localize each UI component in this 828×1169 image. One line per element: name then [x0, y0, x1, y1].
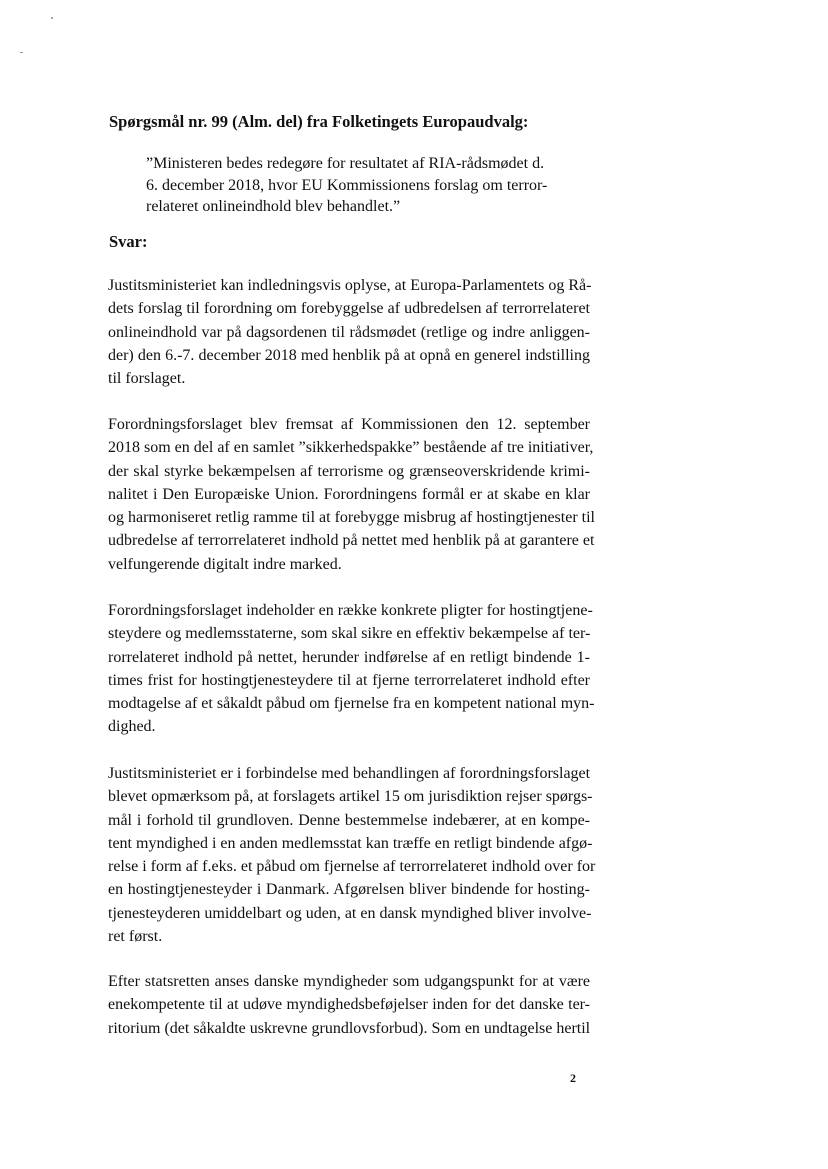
paragraph-2	[108, 413, 595, 576]
answer-heading: Svar:	[109, 232, 148, 251]
paragraph-line: mål i forhold til grundloven. Denne bestemmelse indebærer, at en kompe-	[108, 811, 590, 829]
scan-speck	[51, 17, 53, 19]
paragraph-line: dets forslag til forordning om forebyggelse af udbredelsen af terrorrelateret	[108, 300, 590, 318]
paragraph-line: modtagelse af et såkaldt påbud om fjernelse fra en kompetent national myn-	[108, 695, 595, 713]
question-heading: Spørgsmål nr. 99 (Alm. del) fra Folketingets Europaudvalg:	[109, 112, 529, 131]
paragraph-line: tent myndighed i en anden medlemsstat kan træffe en retligt bindende afgø-	[108, 834, 593, 852]
paragraph-line: Forordningsforslaget blev fremsat af Kommissionen den 12. september	[108, 416, 590, 433]
paragraph-line: enekompetente til at udøve myndighedsbeføjelser inden for det danske ter-	[108, 996, 590, 1014]
paragraph-line: times frist for hostingtjenesteydere til at fjerne terrorrelateret indhold efter	[108, 671, 590, 689]
paragraph-line: Efter statsretten anses danske myndigheder som udgangspunkt for at være	[108, 973, 590, 990]
paragraph-line: rorrelateret indhold på nettet, herunder indførelse af en retligt bindende 1-	[108, 648, 590, 666]
quote-line: relateret onlineindhold blev behandlet.”	[146, 198, 401, 215]
paragraph-line: relse i form af f.eks. et påbud om fjernelse af terrorrelateret indhold over for	[108, 858, 596, 876]
page-number: 2	[570, 1071, 576, 1085]
question-quote	[146, 153, 547, 218]
paragraph-line: der) den 6.-7. december 2018 med henblik på at opnå en generel indstilling	[108, 346, 590, 364]
quote-line: ”Ministeren bedes redegøre for resultatet af RIA-rådsmødet d.	[146, 155, 545, 172]
paragraph-line: nalitet i Den Europæiske Union. Forordningens formål er at skabe en klar	[108, 485, 590, 503]
paragraph-line: onlineindhold var på dagsordenen til rådsmødet (retlige og indre anliggen-	[108, 323, 590, 341]
paragraph-1	[108, 274, 590, 390]
quote-line: 6. december 2018, hvor EU Kommissionens forslag om terror-	[146, 176, 548, 194]
paragraph-line: tjenesteyderen umiddelbart og uden, at en dansk myndighed bliver involve-	[108, 904, 592, 922]
paragraph-line: en hostingtjenesteyder i Danmark. Afgørelsen bliver bindende for hosting-	[108, 881, 590, 899]
paragraph-line: ret først.	[108, 928, 163, 946]
paragraph-line: Justitsministeriet er i forbindelse med behandlingen af forordningsforslaget	[108, 765, 591, 782]
paragraph-line: og harmoniseret retlig ramme til at forebygge misbrug af hostingtjenester til	[108, 509, 595, 527]
paragraph-line: udbredelse af terrorrelateret indhold på nettet med henblik på at garantere et	[108, 532, 595, 550]
paragraph-line: Justitsministeriet kan indledningsvis oplyse, at Europa-Parlamentets og Rå-	[108, 277, 592, 294]
paragraph-line: steydere og medlemsstaterne, som skal sikre en effektiv bekæmpelse af ter-	[108, 625, 591, 643]
paragraph-line: til forslaget.	[108, 370, 186, 388]
paragraph-line: der skal styrke bekæmpelsen af terrorisme og grænseoverskridende krimi-	[108, 462, 590, 480]
paragraph-3	[108, 599, 595, 739]
paragraph-4	[108, 762, 596, 948]
paragraph-line: dighed.	[108, 718, 156, 736]
paragraph-line: ritorium (det såkaldte uskrevne grundlovsforbud). Som en undtagelse hertil	[108, 1019, 591, 1037]
paragraph-line: 2018 som en del af en samlet ”sikkerhedspakke” bestående af tre initiativer,	[108, 439, 594, 457]
scan-speck	[20, 52, 23, 53]
paragraph-line: velfungerende digitalt indre marked.	[108, 555, 342, 573]
paragraph-5	[108, 970, 590, 1040]
paragraph-line: blevet opmærksom på, at forslagets artikel 15 om jurisdiktion rejser spørgs-	[108, 788, 593, 806]
paragraph-line: Forordningsforslaget indeholder en række konkrete pligter for hostingtjene-	[108, 602, 593, 619]
